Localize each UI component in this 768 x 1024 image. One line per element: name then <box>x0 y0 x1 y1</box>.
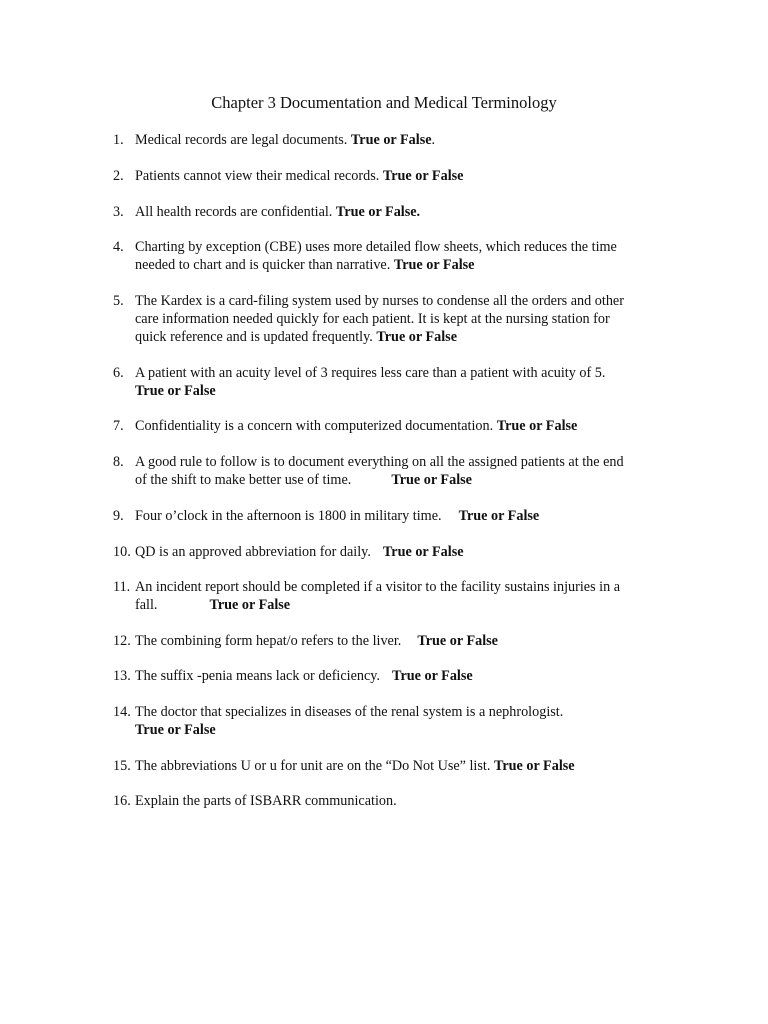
answer-choice: True or False <box>135 722 216 738</box>
question-line: quick reference and is updated frequently. <box>135 329 377 345</box>
question-number: 10. <box>113 544 131 560</box>
question-text <box>135 203 420 221</box>
answer-choice: True or False <box>209 597 291 613</box>
question-number: 7. <box>113 418 124 434</box>
question-line: Medical records are legal documents. <box>135 132 351 148</box>
answer-choice: True or False. <box>335 204 421 220</box>
question-number: 16. <box>113 793 131 809</box>
question-line: Confidentiality is a concern with computerized documentation. <box>135 418 497 434</box>
question-text <box>135 131 435 149</box>
question-line: fall. <box>135 597 158 613</box>
answer-choice: True or False <box>350 132 432 148</box>
question-line: Explain the parts of ISBARR communication. <box>135 793 397 809</box>
answer-choice: True or False <box>496 418 578 434</box>
answer-choice: True or False <box>493 758 575 774</box>
question-line: needed to chart and is quicker than narrative. <box>135 257 394 273</box>
question-number: 2. <box>113 168 124 184</box>
question-line: QD is an approved abbreviation for daily. <box>135 544 371 560</box>
question-line: Charting by exception (CBE) uses more detailed flow sheets, which reduces the time <box>135 239 617 255</box>
question-text <box>135 417 577 435</box>
question-number: 5. <box>113 293 124 309</box>
question-line: A patient with an acuity level of 3 requires less care than a patient with acuity of 5. <box>135 365 606 381</box>
answer-choice: True or False <box>393 257 475 273</box>
answer-choice: True or False <box>382 168 464 184</box>
question-line: The abbreviations U or u for unit are on the “Do Not Use” list. <box>135 758 494 774</box>
question-line: The doctor that specializes in diseases of the renal system is a nephrologist. <box>135 704 564 720</box>
question-text <box>135 757 575 775</box>
question-line: The combining form hepat/o refers to the liver. <box>135 633 402 649</box>
question-line: Patients cannot view their medical records. <box>135 168 383 184</box>
question-number: 9. <box>113 508 124 524</box>
answer-choice: True or False <box>135 383 216 399</box>
question-line: The suffix -penia means lack or deficiency. <box>135 668 381 684</box>
question-text <box>135 292 624 346</box>
question-line: A good rule to follow is to document everything on all the assigned patients at the end <box>135 454 624 470</box>
question-number: 3. <box>113 204 124 220</box>
question-number: 14. <box>113 704 131 720</box>
question-line: An incident report should be completed if a visitor to the facility sustains injuries in a <box>135 579 621 595</box>
question-text <box>135 453 624 489</box>
question-text <box>135 632 498 650</box>
question-number: 4. <box>113 239 124 255</box>
question-text <box>135 238 617 274</box>
question-text <box>135 543 464 561</box>
page-title: Chapter 3 Documentation and Medical Terminology <box>211 93 557 112</box>
question-line: care information needed quickly for each patient. It is kept at the nursing station for <box>135 311 610 327</box>
question-text <box>135 507 539 525</box>
question-number: 12. <box>113 633 131 649</box>
question-text <box>135 703 563 739</box>
answer-punctuation: . <box>431 132 436 148</box>
answer-choice: True or False <box>382 544 464 560</box>
answer-choice: True or False <box>392 668 473 684</box>
question-number: 11. <box>113 579 131 595</box>
answer-choice: True or False <box>391 472 472 488</box>
question-number: 15. <box>113 758 131 774</box>
question-line: of the shift to make better use of time. <box>135 472 352 488</box>
question-number: 6. <box>113 365 124 381</box>
answer-choice: True or False <box>376 329 457 345</box>
answer-choice: True or False <box>417 633 498 649</box>
question-line: The Kardex is a card-filing system used by nurses to condense all the orders and other <box>135 293 624 309</box>
question-text <box>135 667 473 685</box>
question-line: All health records are confidential. <box>135 204 336 220</box>
question-text <box>135 792 397 810</box>
question-text <box>135 578 620 614</box>
question-line: Four o’clock in the afternoon is 1800 in military time. <box>135 508 442 524</box>
question-text <box>135 167 463 185</box>
answer-choice: True or False <box>458 508 540 524</box>
question-text <box>135 364 605 400</box>
question-number: 1. <box>113 132 124 148</box>
question-number: 8. <box>113 454 124 470</box>
question-number: 13. <box>113 668 131 684</box>
